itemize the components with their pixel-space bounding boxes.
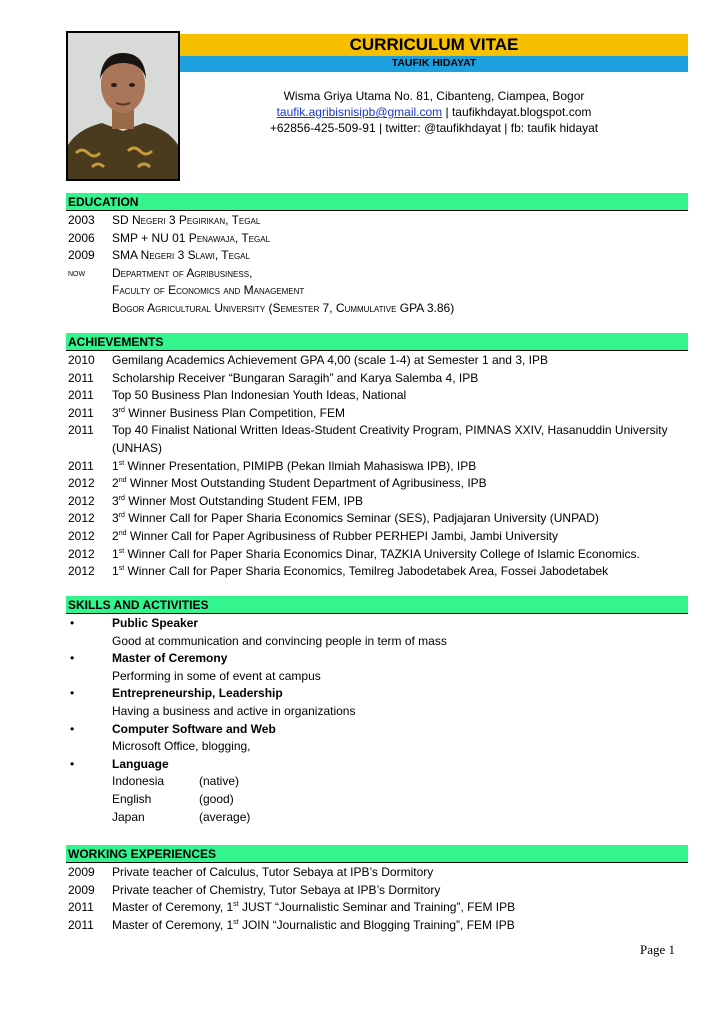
achievements-heading: ACHIEVEMENTS: [66, 333, 688, 351]
work-list: [68, 864, 688, 934]
work-text: JOIN “Journalistic and Blogging Training”, FEM IPB: [238, 917, 515, 932]
year: 2012: [68, 493, 95, 508]
year: 2009: [68, 248, 95, 263]
ordinal-suffix: st: [233, 901, 239, 909]
list-item: [68, 352, 688, 370]
bullet: •: [70, 686, 75, 701]
list-item: [68, 247, 688, 265]
language-name: Japan: [112, 809, 145, 824]
ordinal: 1: [112, 546, 119, 561]
achievement-entry: [112, 493, 688, 511]
year: 2006: [68, 230, 95, 245]
year: 2012: [68, 476, 95, 491]
ordinal-suffix: st: [118, 565, 125, 573]
education-entry: Bogor Agricultural University (Semester 7, Cummulative GPA 3.86): [112, 300, 455, 315]
page-number: Page 1: [640, 942, 676, 957]
year: 2012: [68, 528, 95, 543]
list-item: [68, 300, 688, 318]
list-item: [68, 917, 688, 935]
education-entry: Department of Agribusiness,: [112, 265, 253, 280]
education-heading: EDUCATION: [66, 193, 688, 211]
person-portrait-icon: [68, 33, 178, 179]
year: 2011: [68, 370, 94, 385]
list-item: [68, 458, 688, 476]
bullet: •: [70, 616, 75, 630]
achievement-text: Winner Call for Paper Sharia Economics, Temilreg Jabodetabek Area, Fossei Jabodetabek: [124, 564, 609, 579]
year: 2012: [68, 511, 95, 526]
achievements-list: [68, 352, 688, 581]
ordinal-suffix: rd: [118, 512, 125, 520]
ordinal-suffix: nd: [118, 529, 127, 537]
achievement-text: Winner Most Outstanding Student Department of Agribusiness, IPB: [126, 476, 487, 491]
achievement-text: Winner Call for Paper Sharia Economics Dinar, TAZKIA University College of Islamic Economics.: [124, 546, 640, 561]
achievement-entry: [112, 405, 688, 423]
education-entry: SD Negeri 3 Pegirikan, Tegal: [112, 213, 261, 227]
list-item: [68, 864, 688, 882]
language-name: English: [112, 791, 152, 806]
skill-desc: Having a business and active in organizations: [112, 703, 356, 718]
list-item: [68, 422, 688, 457]
list-item: [68, 563, 688, 581]
ordinal: 1: [112, 458, 119, 473]
year: 2011: [68, 458, 94, 473]
work-text: Private teacher of Chemistry, Tutor Sebaya at IPB’s Dormitory: [112, 882, 441, 897]
skill-title: Computer Software and Web: [112, 721, 276, 736]
cv-title: CURRICULUM VITAE: [180, 34, 688, 56]
year: 2010: [68, 353, 95, 367]
achievement-text: Winner Call for Paper Sharia Economics Seminar (SES), Padjajaran University (UNPAD): [124, 511, 599, 526]
cv-name: TAUFIK HIDAYAT: [180, 56, 688, 72]
contact-block: [180, 88, 688, 136]
year: 2009: [68, 865, 95, 879]
achievement-entry: [112, 475, 688, 493]
list-item: [68, 230, 688, 248]
ordinal: 2: [112, 528, 119, 543]
language-row: [68, 773, 688, 791]
year: 2012: [68, 546, 95, 561]
year: 2011: [68, 405, 94, 420]
work-entry: [112, 917, 688, 935]
achievement-text: Winner Call for Paper Agribusiness of Rubber PERHEPI Jambi, Jambi University: [126, 528, 558, 543]
work-text: Private teacher of Calculus, Tutor Sebaya at IPB’s Dormitory: [112, 865, 434, 879]
achievement-text: Scholarship Receiver “Bungaran Saragih” and Karya Salemba 4, IPB: [112, 370, 479, 385]
year: 2003: [68, 213, 95, 227]
work-entry: [112, 899, 688, 917]
achievement-entry: [112, 458, 688, 476]
ordinal: 3: [112, 493, 119, 508]
bullet: •: [70, 651, 75, 666]
language-row: [68, 791, 688, 809]
year: 2009: [68, 882, 95, 897]
year: 2011: [68, 917, 94, 932]
profile-photo: [66, 31, 180, 181]
skill-title: Master of Ceremony: [112, 651, 228, 666]
achievement-text: Top 50 Business Plan Indonesian Youth Ideas, National: [112, 388, 407, 403]
ordinal-suffix: nd: [118, 477, 127, 485]
list-item: [68, 615, 688, 633]
ordinal-suffix: st: [118, 459, 125, 467]
list-item: [68, 703, 688, 721]
achievement-entry: [112, 563, 688, 581]
email-link[interactable]: taufik.agribisnisipb@gmail.com: [276, 105, 443, 119]
skill-desc: Performing in some of event at campus: [112, 668, 321, 683]
list-item: [68, 882, 688, 900]
achievement-text: Gemilang Academics Achievement GPA 4,00 (scale 1-4) at Semester 1 and 3, IPB: [112, 353, 548, 367]
list-item: [68, 546, 688, 564]
ordinal-suffix: st: [118, 547, 125, 555]
achievement-text: Winner Business Plan Competition, FEM: [124, 405, 346, 420]
skills-list: [68, 615, 688, 826]
list-item: [68, 738, 688, 756]
list-item: [68, 387, 688, 405]
list-item: [68, 510, 688, 528]
ordinal-suffix: rd: [118, 494, 125, 502]
work-prefix: Master of Ceremony, 1: [112, 900, 234, 915]
year: [68, 300, 112, 318]
skill-title: Public Speaker: [112, 616, 199, 630]
ordinal: 2: [112, 476, 119, 491]
year: 2011: [68, 900, 94, 915]
list-item: [68, 899, 688, 917]
blog-text: | taufikhdayat.blogspot.com: [442, 105, 592, 119]
address: Wisma Griya Utama No. 81, Cibanteng, Ciampea, Bogor: [283, 89, 585, 103]
skill-desc: Good at communication and convincing people in term of mass: [112, 633, 447, 648]
ordinal-suffix: rd: [118, 406, 125, 414]
language-row: [68, 809, 688, 827]
list-item: [68, 528, 688, 546]
list-item: [68, 265, 688, 283]
ordinal: 3: [112, 405, 119, 420]
list-item: [68, 370, 688, 388]
list-item: [68, 756, 688, 774]
achievement-text: Top 40 Finalist National Written Ideas-Student Creativity Program, PIMNAS XXIV, Hasanuddin University (UNHAS): [112, 423, 668, 455]
year: 2011: [68, 388, 94, 403]
language-level: (native): [199, 774, 240, 789]
list-item: [68, 405, 688, 423]
list-item: [68, 493, 688, 511]
work-prefix: Master of Ceremony, 1: [112, 917, 234, 932]
year: 2011: [68, 423, 94, 438]
language-level: (good): [199, 791, 234, 806]
email-blog-line: [180, 104, 688, 120]
education-entry: SMP + NU 01 Penawaja, Tegal: [112, 230, 271, 245]
year: now: [68, 267, 86, 279]
ordinal: 1: [112, 564, 119, 579]
ordinal: 3: [112, 511, 119, 526]
list-item: [68, 668, 688, 686]
skills-heading: SKILLS AND ACTIVITIES: [66, 596, 688, 614]
education-entry: Faculty of Economics and Management: [112, 283, 305, 298]
work-heading: WORKING EXPERIENCES: [66, 845, 688, 863]
achievement-text: Winner Presentation, PIMIPB (Pekan Ilmiah Mahasiswa IPB), IPB: [124, 458, 477, 473]
education-list: [68, 212, 688, 318]
skill-desc: Microsoft Office, blogging,: [112, 739, 251, 754]
list-item: [68, 685, 688, 703]
ordinal-suffix: st: [233, 918, 239, 926]
skill-title: Entrepreneurship, Leadership: [112, 686, 283, 701]
language-name: Indonesia: [112, 774, 165, 789]
achievement-entry: [112, 510, 688, 528]
bullet: •: [70, 756, 75, 771]
achievement-text: Winner Most Outstanding Student FEM, IPB: [124, 493, 364, 508]
education-entry: SMA Negeri 3 Slawi, Tegal: [112, 248, 250, 263]
list-item: [68, 633, 688, 651]
skill-title: Language: [112, 756, 169, 771]
year: [68, 282, 112, 300]
achievement-entry: [112, 528, 688, 546]
phone-social-line: +62856-425-509-91 | twitter: @taufikhdayat | fb: taufik hidayat: [269, 121, 599, 135]
list-item: [68, 650, 688, 668]
achievement-entry: [112, 546, 688, 564]
language-level: (average): [199, 809, 251, 824]
year: 2012: [68, 564, 95, 579]
work-text: JUST “Journalistic Seminar and Training”, FEM IPB: [238, 900, 516, 915]
list-item: [68, 282, 688, 300]
list-item: [68, 212, 688, 230]
list-item: [68, 721, 688, 739]
list-item: [68, 475, 688, 493]
bullet: •: [70, 721, 75, 736]
